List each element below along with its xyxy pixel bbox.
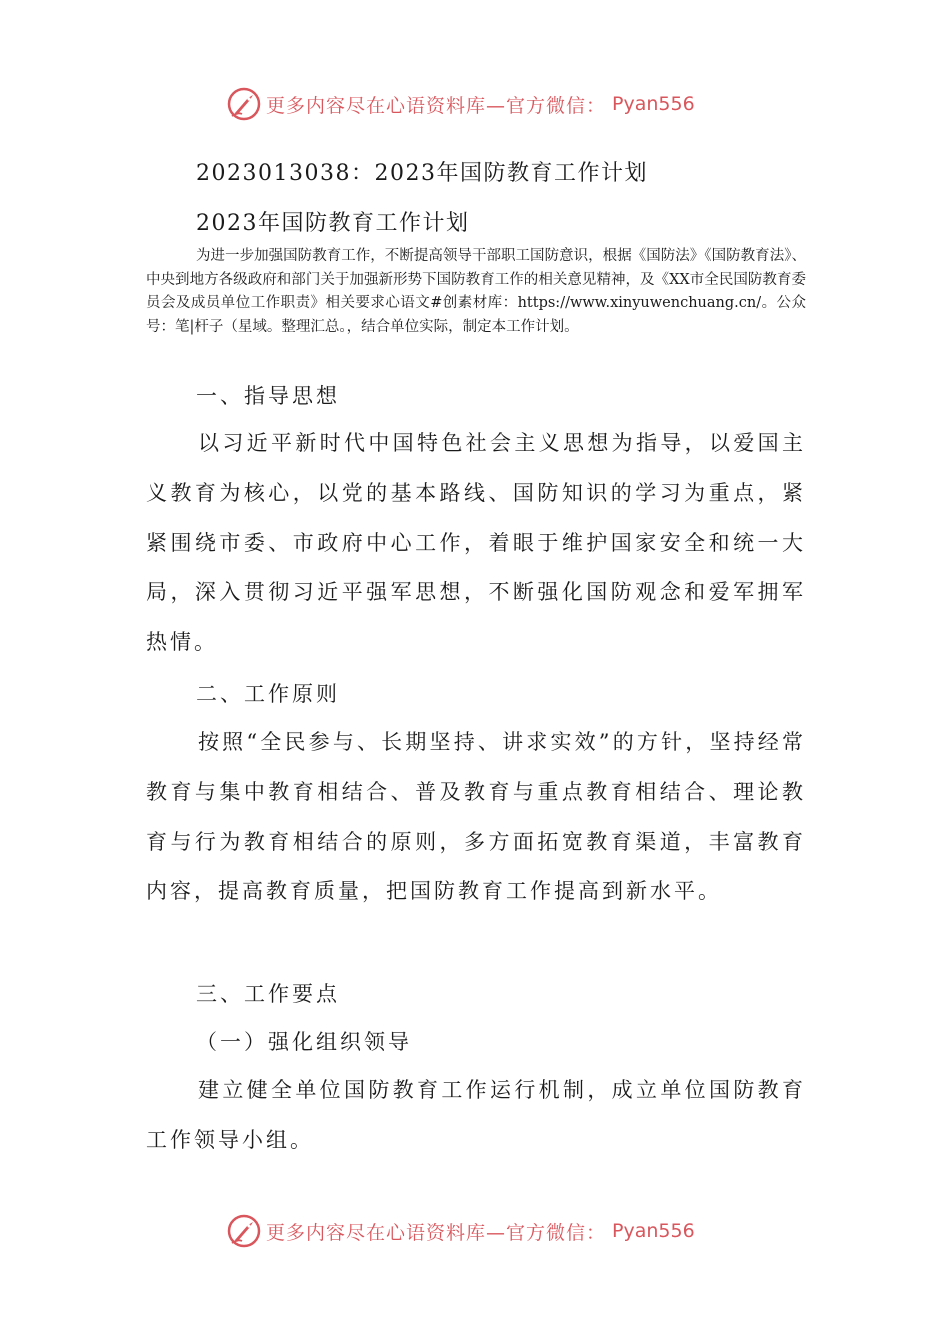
intro-paragraph: 为进一步加强国防教育工作，不断提高领导干部职工国防意识，根据《国防法》《国防教育法》、中央到地方各级政府和部门关于加强新形势下国防教育工作的相关意见精神，及《XX市全民国防教育委员会及成员单位工作职责》相关要求心语文#创素材库：https://www.xinyuwenchuang.cn/。公众号：笔|杆子（星域。整理汇总。，结合单位实际，制定本工作计划。 (146, 248, 806, 335)
pen-nib-logo-icon (226, 86, 262, 122)
watermark-text: 更多内容尽在心语资料库—官方微信： (266, 1221, 607, 1244)
section-body-work-principles: 按照“全民参与、长期坚持、讲求实效”的方针，坚持经常教育与集中教育相结合、普及教育与重点教育相结合、理论教育与行为教育相结合的原则，多方面拓宽教育渠道，丰富教育内容，提高教育质量，把国防教育工作提高到新水平。 (146, 730, 806, 904)
watermark-text: 更多内容尽在心语资料库—官方微信： (266, 94, 607, 117)
watermark-footer (226, 1211, 786, 1251)
section-body-guiding-ideology: 以习近平新时代中国特色社会主义思想为指导，以爱国主义教育为核心，以党的基本路线、国防知识的学习为重点，紧紧围绕市委、市政府中心工作，着眼于维护国家安全和统一大局，深入贯彻习近平强军思想，不断强化国防观念和爱军拥军热情。 (146, 431, 806, 655)
pen-nib-logo-icon (226, 1213, 262, 1249)
watermark-header (226, 84, 786, 124)
watermark-handle: Pyan556 (612, 1220, 695, 1242)
subsection-heading-organization: （一）强化组织领导 (196, 1030, 412, 1054)
section-body-work-points: 建立健全单位国防教育工作运行机制，成立单位国防教育工作领导小组。 (146, 1078, 806, 1152)
section-heading-work-points: 三、工作要点 (196, 982, 340, 1006)
document-title: 2023年国防教育工作计划 (196, 211, 470, 236)
section-heading-guiding-ideology: 一、指导思想 (196, 384, 340, 408)
watermark-handle: Pyan556 (612, 93, 695, 115)
section-heading-work-principles: 二、工作原则 (196, 682, 340, 706)
document-title-with-code: 2023013038：2023年国防教育工作计划 (196, 161, 648, 186)
